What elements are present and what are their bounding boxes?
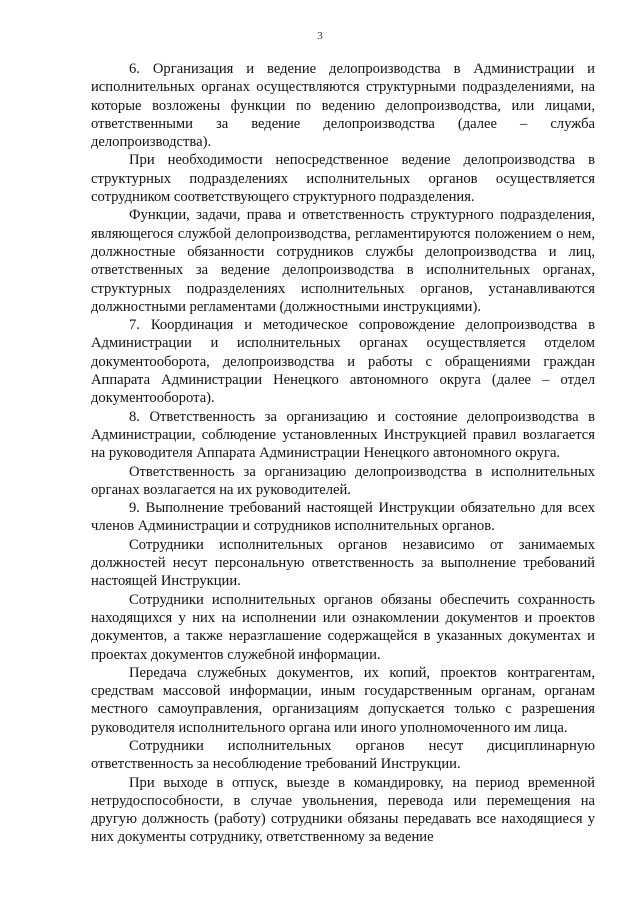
page-number: 3 <box>317 30 323 42</box>
paragraph-9-personal-responsibility: Сотрудники исполнительных органов независимо от занимаемых должностей несут персональную ответственность за выполнение требований настоящей Инструкции. <box>91 536 595 590</box>
paragraph-6-functions: Функции, задачи, права и ответственность структурного подразделения, являющегося службой делопроизводства, регламентируются положением о нем, должностные обязанности сотрудников службы делопроизводства и лиц, ответственных за ведение делопроизводства в исполнительных органах, структурных подразделениях исполнительных органов, устанавливаются должностными регламентами (должностными инструкциями). <box>91 207 595 315</box>
paragraph-9-transfer: Передача служебных документов, их копий, проектов контрагентам, средствам массовой информации, иным государственным органам, органам местного самоуправления, организациям допускается только с разрешения руководителя исполнительного органа или иного уполномоченного им лица. <box>91 664 595 736</box>
paragraph-8: 8. Ответственность за организацию и состояние делопроизводства в Администрации, соблюдение установленных Инструкцией правил возлагается на руководителя Аппарата Администрации Ненецкого автономного округа. <box>91 408 595 462</box>
document-body <box>91 60 595 847</box>
paragraph-9-safekeeping: Сотрудники исполнительных органов обязаны обеспечить сохранность находящихся у них на исполнении или ознакомлении документов и проектов документов, а также неразглашение содержащейся в указанных документах и проектах документов служебной информации. <box>91 591 595 663</box>
paragraph-7: 7. Координация и методическое сопровождение делопроизводства в Администрации и исполнительных органах осуществляется отделом документооборота, делопроизводства и работы с обращениями граждан Аппарата Администрации Ненецкого автономного округа (далее – отдел документооборота). <box>91 317 595 407</box>
paragraph-9-leave-handover: При выходе в отпуск, выезде в командировку, на период временной нетрудоспособности, в случае увольнения, перевода или перемещения на другую должность (работу) сотрудники обязаны передавать все находящиеся у них документы сотруднику, ответственному за ведение <box>91 774 595 846</box>
paragraph-6: 6. Организация и ведение делопроизводства в Администрации и исполнительных органах осуществляются структурными подразделениями, на которые возложены функции по ведению делопроизводства, или лицами, ответственными за ведение делопроизводства (далее – служба делопроизводства). <box>91 61 595 151</box>
paragraph-9: 9. Выполнение требований настоящей Инструкции обязательно для всех членов Администрации и сотрудников исполнительных органов. <box>91 500 595 535</box>
paragraph-8-executive-bodies: Ответственность за организацию делопроизводства в исполнительных органах возлагается на их руководителей. <box>91 463 595 498</box>
paragraph-6-direct-management: При необходимости непосредственное ведение делопроизводства в структурных подразделениях исполнительных органов осуществляется сотрудником соответствующего структурного подразделения. <box>91 152 595 206</box>
paragraph-9-disciplinary: Сотрудники исполнительных органов несут дисциплинарную ответственность за несоблюдение требований Инструкции. <box>91 737 595 773</box>
